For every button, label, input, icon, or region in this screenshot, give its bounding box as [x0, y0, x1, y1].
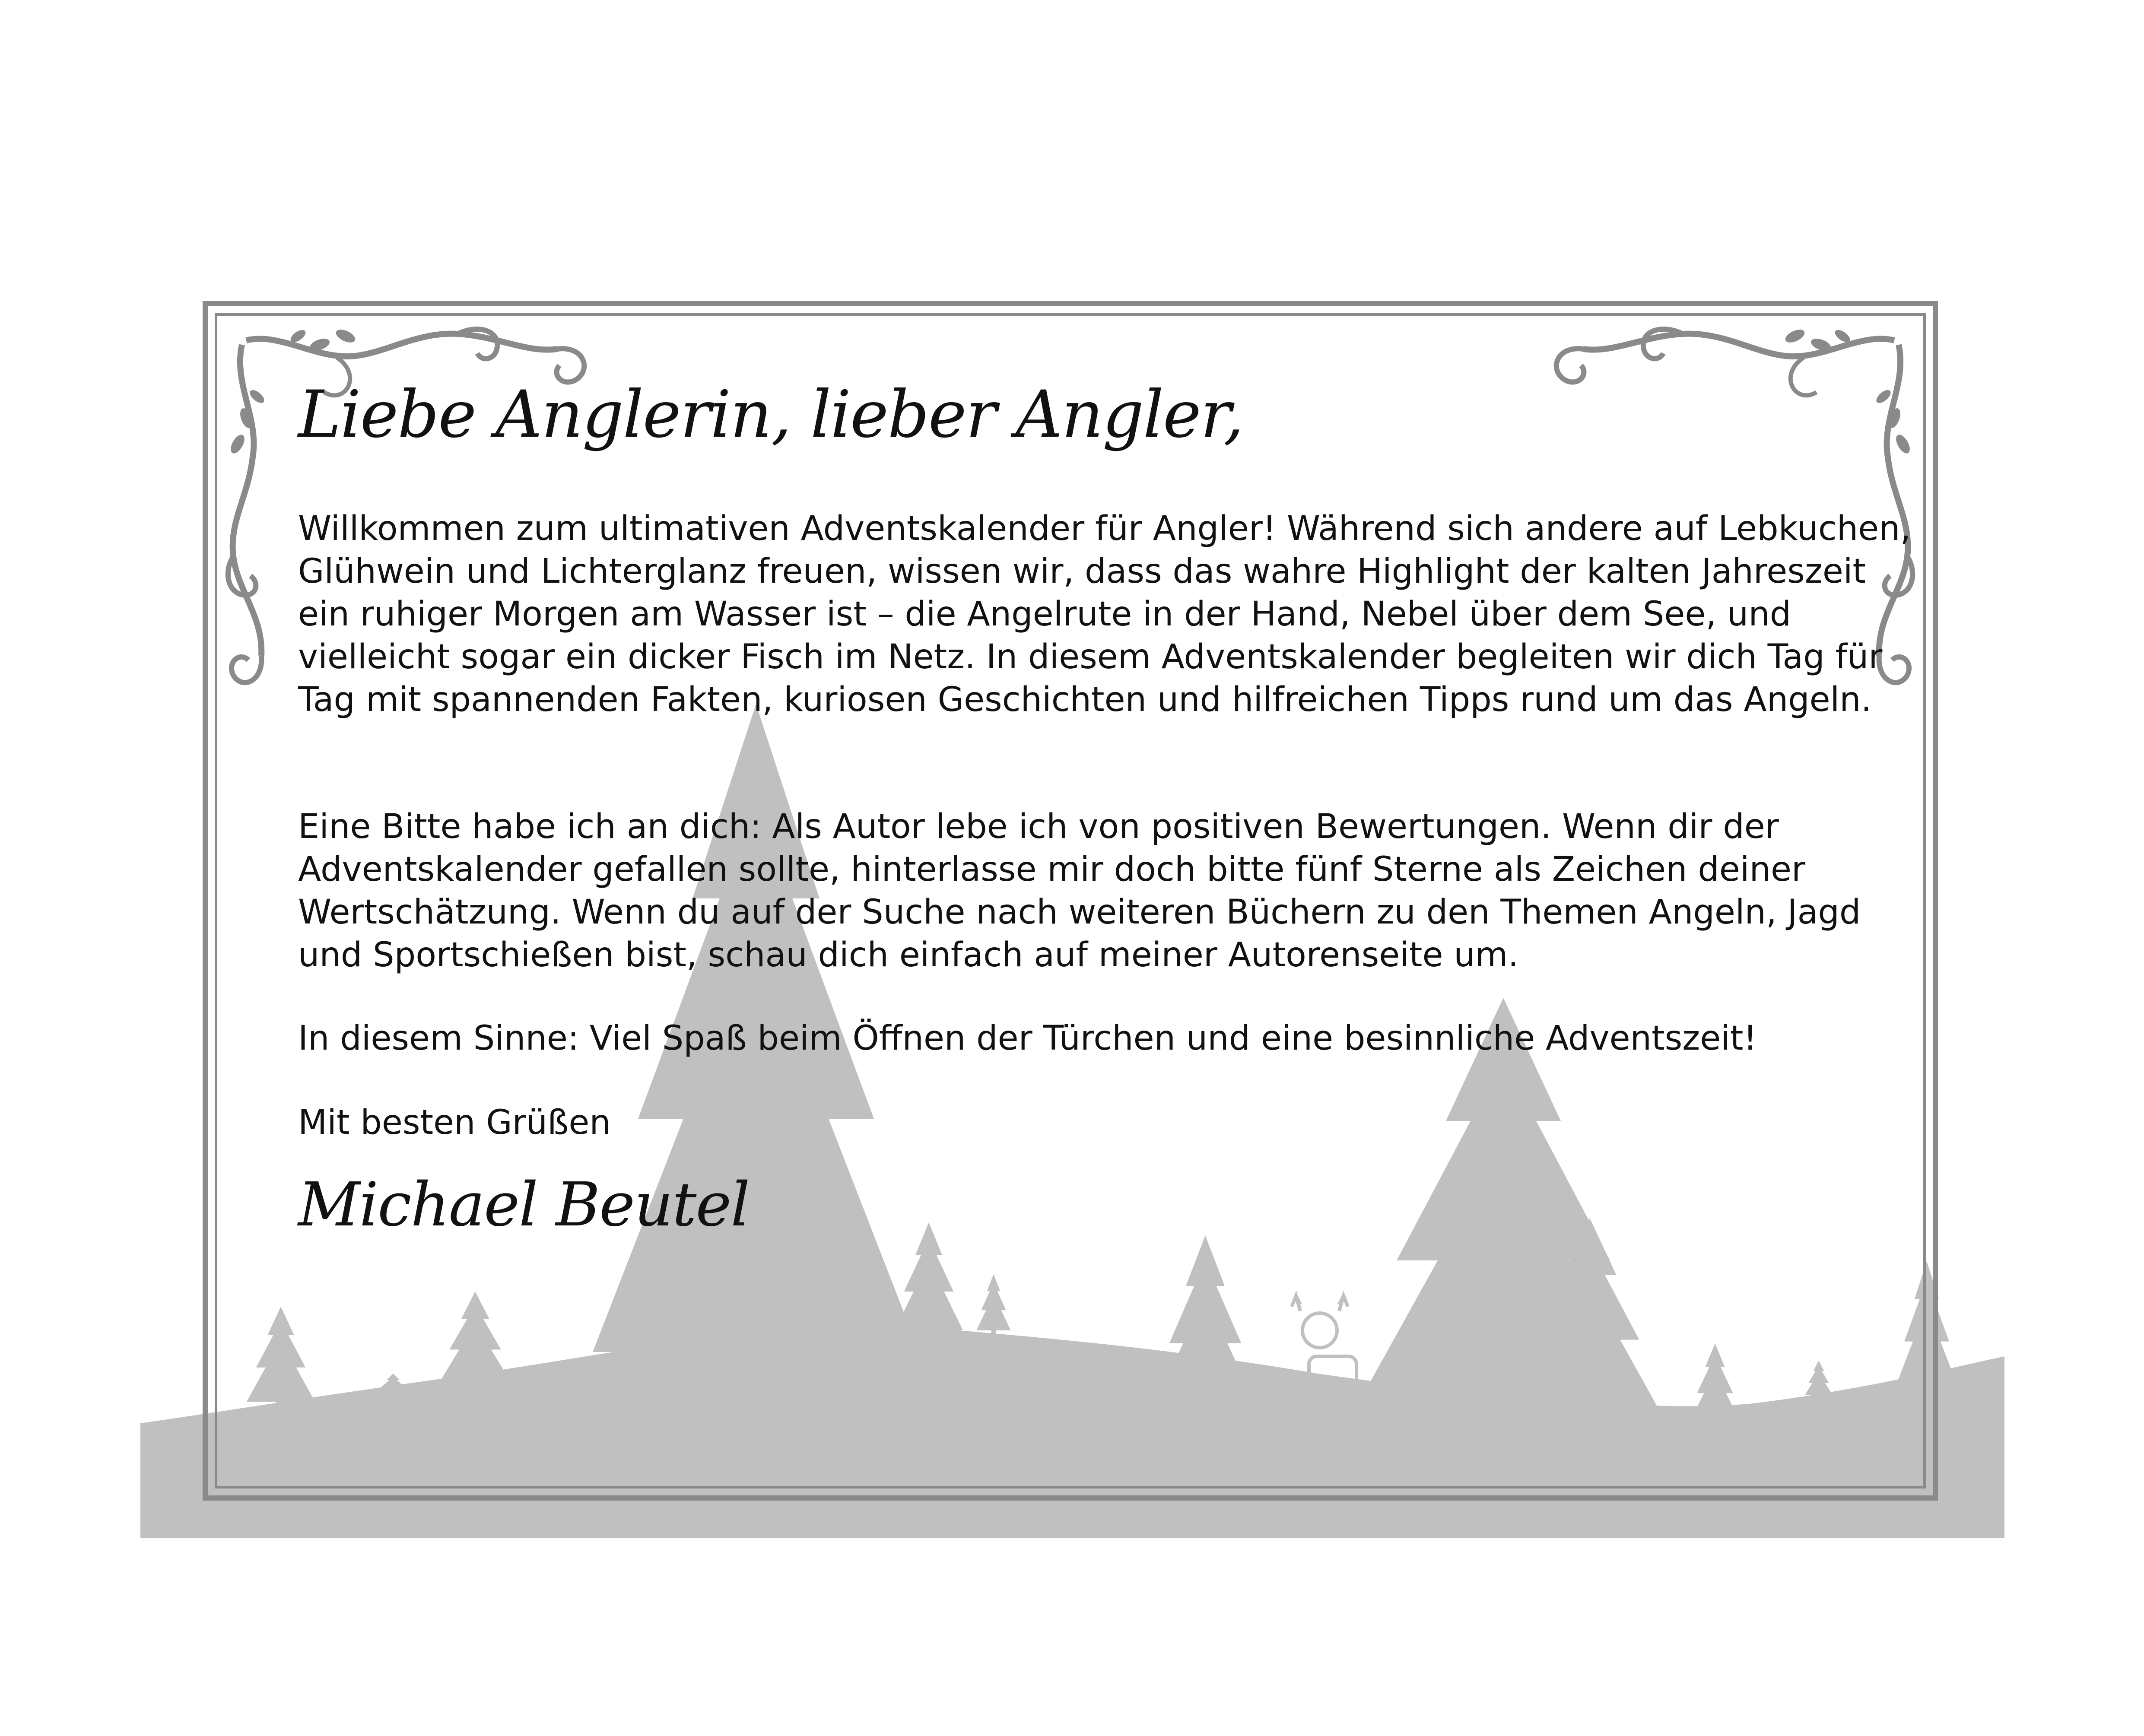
landscape-silhouette [140, 1325, 2004, 1538]
paragraph-wishes: In diesem Sinne: Viel Spaß beim Öffnen der Türchen und eine besinnliche Adventszeit! [298, 1019, 1757, 1058]
closing: Mit besten Grüßen [298, 1103, 611, 1142]
paragraph-request: Eine Bitte habe ich an dich: Als Autor lebe ich von positiven Bewertungen. Wenn dir der Adventskalender gefallen sollte, hinterlasse mir doch bitte fünf Sterne als Zeichen deiner Wertschätzung. Wenn du auf der Suche nach weiteren Büchern zu den Themen Angeln, Jagd und Sportschießen bist, schau dich einfach auf meiner Autorenseite um. [298, 807, 1861, 974]
paragraph-welcome: Willkommen zum ultimativen Adventskalender für Angler! Während sich andere auf Lebkuchen, Glühwein und Lichterglanz freuen, wissen wir, dass das wahre Highlight der kalten Jahreszeit ein ruhiger Morgen am Wasser ist – die Angelrute in der Hand, Nebel über dem See, und vielleicht sogar ein dicker Fisch im Netz. In diesem Adventskalender begleiten wir dich Tag für Tag mit spannenden Fakten, kuriosen Geschichten und hilfreichen Tipps rund um das Angeln. [298, 509, 1911, 719]
signature: Michael Beutel [298, 1170, 750, 1240]
salutation: Liebe Anglerin, lieber Angler, [298, 377, 1243, 452]
